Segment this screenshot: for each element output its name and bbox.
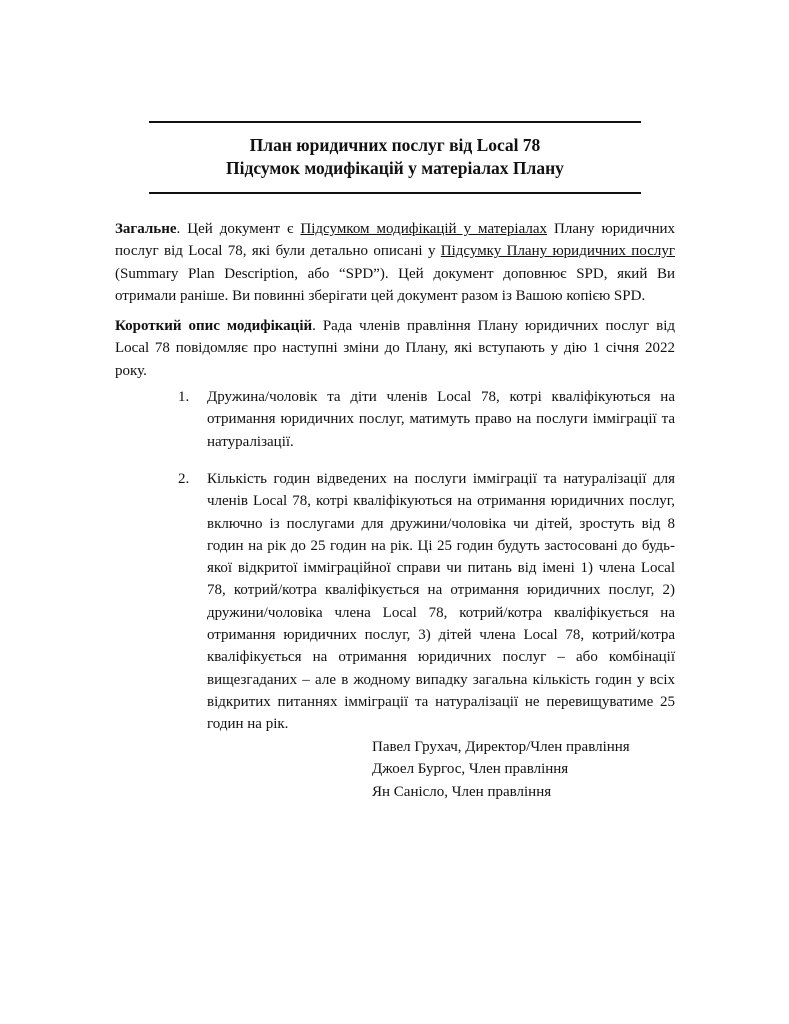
general-text-1: . Цей документ є bbox=[176, 221, 301, 237]
signature-block bbox=[372, 736, 630, 803]
modification-list-item-2 bbox=[178, 468, 675, 736]
document-title: План юридичних послуг від Local 78 bbox=[249, 135, 541, 155]
summary-label: Короткий опис модифікацій bbox=[115, 318, 313, 334]
general-text-3: (Summary Plan Description, або “SPD”). Цей документ доповнює SPD, який Ви отримали раніше. Ви повинні зберігати цей документ разом із Вашою копією SPD. bbox=[115, 265, 675, 304]
modification-list-item-1 bbox=[178, 386, 675, 453]
title-block bbox=[149, 134, 641, 180]
summary-paragraph bbox=[115, 315, 675, 382]
general-paragraph bbox=[115, 218, 675, 307]
list-item-text: Кількість годин відведених на послуги імміграції та натуралізації для членів Local 78, котрі кваліфікуються на отримання юридичних послуг, включно із послугами для дружини/чоловіка чи дітей, зростуть від 8 годин на рік до 25 годин на рік. Ці 25 годин будуть застосовані до будь-якої відкритої імміграційної справи чи питань від імені 1) члена Local 78, котрий/котра кваліфікується на отримання юридичних послуг, 2) дружини/чоловіка члена Local 78, котрий/котра кваліфікується на отримання юридичних послуг, 3) дітей члена Local 78, котрий/котра кваліфікується на отримання юридичних послуг – або комбінації вищезгаданих – але в жодному випадку загальна кількість годин у всіх відкритих питаннях імміграції та натуралізації не перевищуватиме 25 годин на рік. bbox=[207, 471, 675, 733]
general-label: Загальне bbox=[115, 221, 177, 237]
list-number: 1. bbox=[178, 389, 190, 405]
list-number: 2. bbox=[178, 471, 190, 487]
general-text-2: Плану юридичних послуг від Local 78, які були детально описані у bbox=[115, 221, 676, 260]
top-divider bbox=[149, 121, 641, 123]
summary-text: . Рада членів правління Плану юридичних послуг від Local 78 повідомляє про наступні зміни до Плану, які вступають у дію 1 січня 2022 року. bbox=[115, 318, 675, 379]
signature-line: Джоел Бургос, Член правління bbox=[372, 761, 569, 778]
plan-summary-term: Підсумку Плану юридичних послуг bbox=[440, 243, 675, 260]
bottom-divider bbox=[149, 192, 641, 194]
modifications-summary-term: Підсумком модифікацій у матеріалах bbox=[300, 221, 548, 237]
signature-line: Павел Грухач, Директор/Член правління bbox=[372, 739, 630, 755]
signature-line: Ян Санісло, Член правління bbox=[372, 783, 552, 800]
list-item-text: Дружина/чоловік та діти членів Local 78, котрі кваліфікуються на отримання юридичних послуг, матимуть право на послуги імміграції та натуралізації. bbox=[207, 389, 675, 450]
document-subtitle: Підсумок модифікацій у матеріалах Плану bbox=[226, 158, 564, 178]
